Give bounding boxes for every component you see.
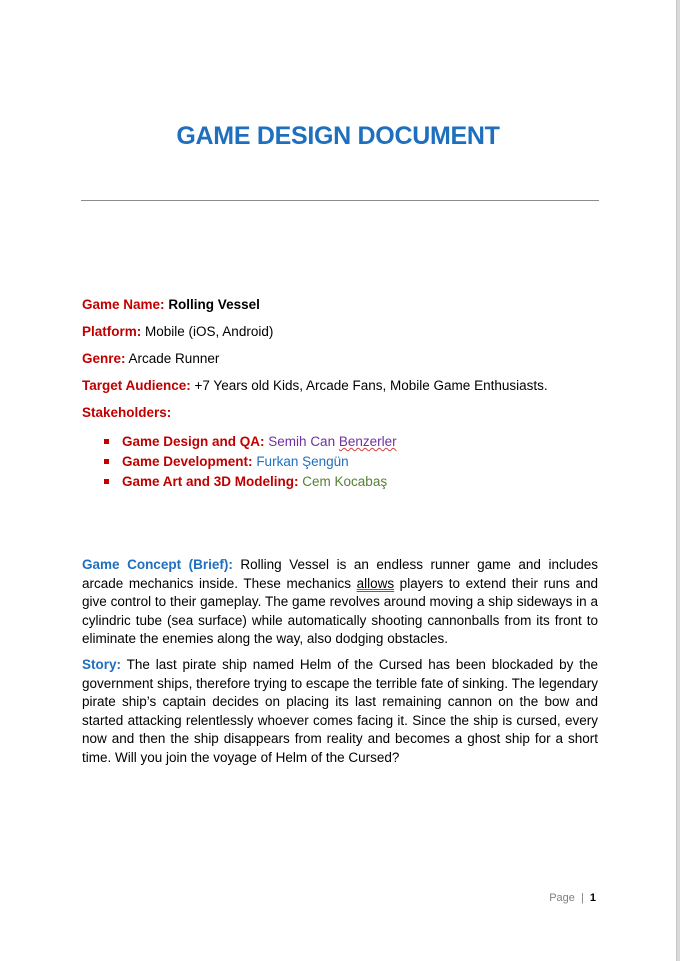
stakeholders-list <box>104 432 397 492</box>
stakeholders-label: Stakeholders: <box>82 405 172 420</box>
bullet-square-icon <box>104 459 109 464</box>
stakeholder-name: Cem Kocabaş <box>302 474 388 489</box>
list-item <box>104 472 397 492</box>
platform-value: Mobile (iOS, Android) <box>145 324 274 339</box>
game-name-value: Rolling Vessel <box>168 297 260 312</box>
page-separator: | <box>580 892 584 904</box>
target-audience-value: +7 Years old Kids, Arcade Fans, Mobile Game Enthusiasts. <box>194 378 548 393</box>
title-divider <box>81 200 599 201</box>
document-title: GAME DESIGN DOCUMENT <box>176 122 500 150</box>
genre-value: Arcade Runner <box>128 351 220 366</box>
game-concept-label: Game Concept (Brief): <box>82 557 233 572</box>
platform-label: Platform: <box>82 324 142 339</box>
game-concept-paragraph: Game Concept (Brief): Rolling Vessel is an endless runner game and includes arcade mechanics inside. These mechanics allows players to extend their runs and give control to their gameplay. The game revolves around moving a ship sideways in a cylindric tube (sea surface) while automatically shooting cannonballs from its front to eliminate the enemies along the way, also dodging obstacles. <box>82 557 598 646</box>
target-audience-label: Target Audience: <box>82 378 191 393</box>
stakeholder-role: Game Design and QA: <box>122 434 265 449</box>
page-number: 1 <box>589 892 596 904</box>
bullet-square-icon <box>104 439 109 444</box>
platform-line <box>82 324 273 339</box>
story-paragraph: Story: The last pirate ship named Helm of the Cursed has been blockaded by the government ships, therefore trying to escape the terrible fate of sinking. The legendary pirate ship’s captain decides on placing its last remaining cannon on the bow and started attacking relentlessly whoever comes facing it. Since the ship is cursed, every now and then the ship disappears from reality and becomes a ghost ship for a short time. Will you join the voyage of Helm of the Cursed? <box>82 657 598 765</box>
bullet-square-icon <box>104 479 109 484</box>
stakeholder-role: Game Art and 3D Modeling: <box>122 474 299 489</box>
stakeholder-name: Furkan Şengün <box>256 454 349 469</box>
page-label: Page <box>549 892 575 904</box>
genre-line <box>82 351 219 366</box>
target-audience-line <box>82 378 548 393</box>
list-item <box>104 432 397 452</box>
stakeholder-name: Semih Can Benzerler <box>268 434 397 449</box>
genre-label: Genre: <box>82 351 126 366</box>
grammar-flagged-word: allows <box>356 575 395 591</box>
story-label: Story: <box>82 657 122 672</box>
page-footer <box>549 892 596 904</box>
game-name-line <box>82 297 260 312</box>
game-name-label: Game Name: <box>82 297 165 312</box>
stakeholders-heading <box>82 405 171 420</box>
stakeholder-role: Game Development: <box>122 454 253 469</box>
list-item <box>104 452 397 472</box>
